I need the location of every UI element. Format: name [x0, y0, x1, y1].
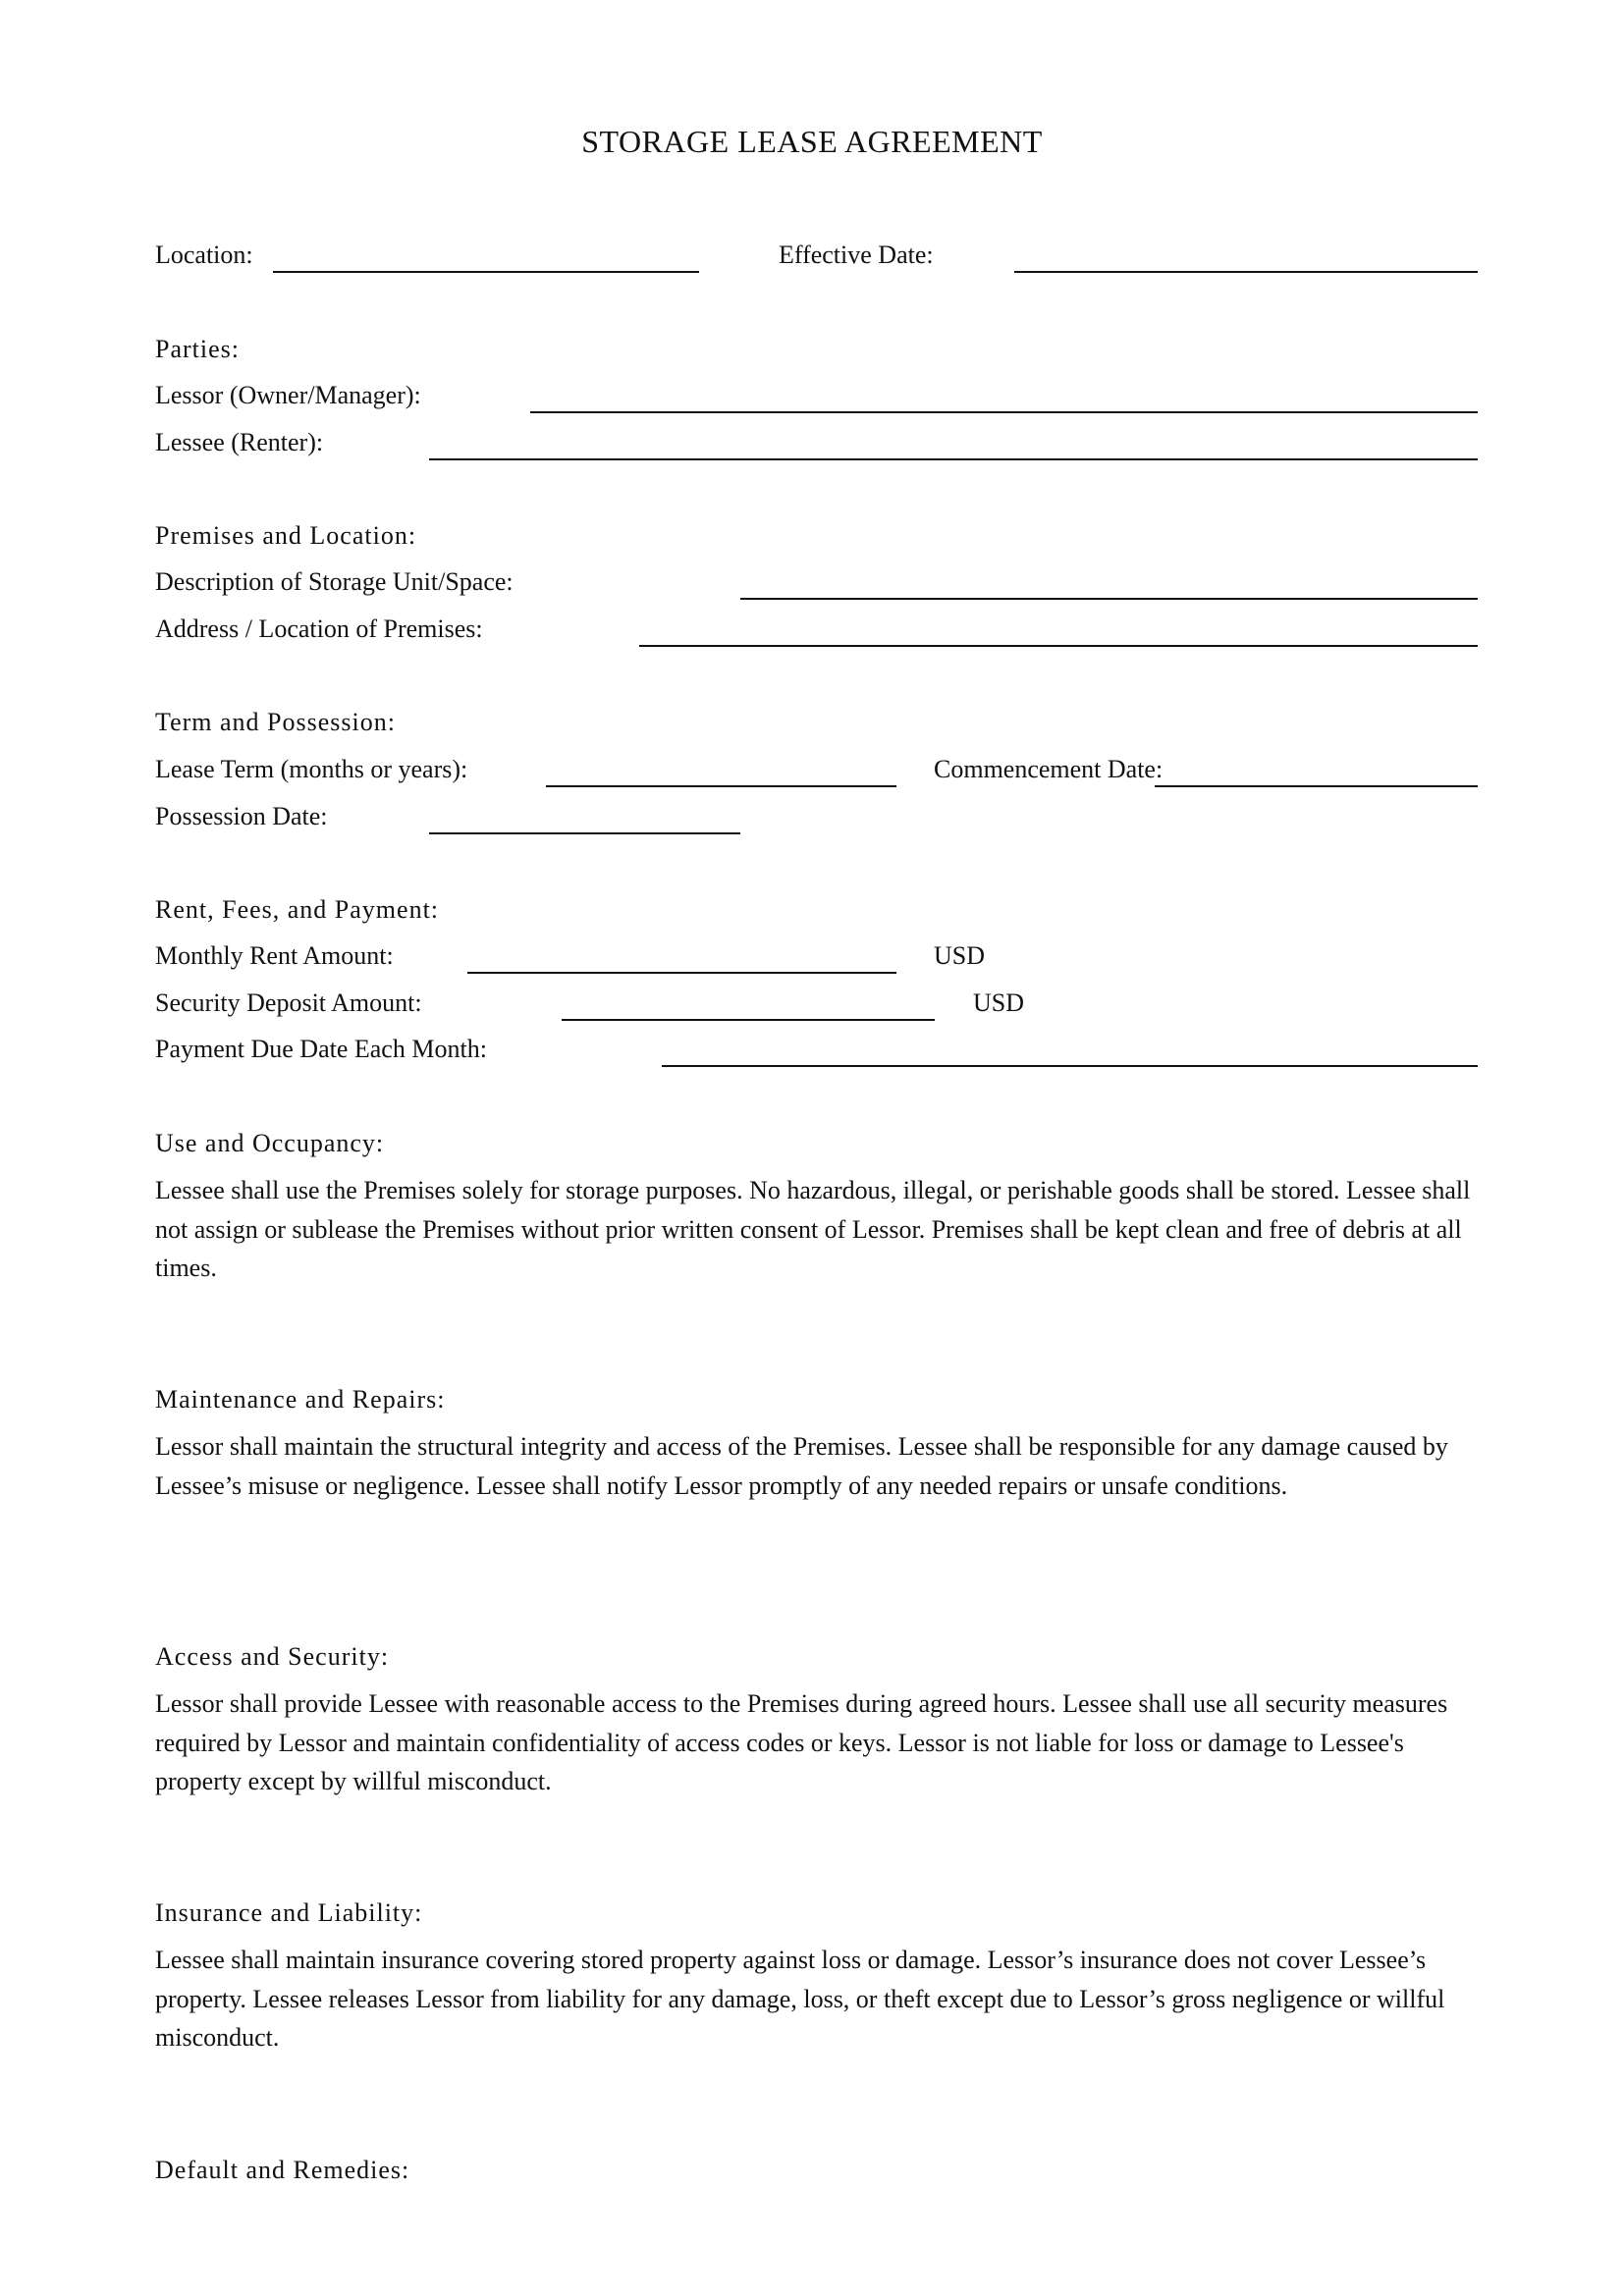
possession-date-label: Possession Date: [155, 802, 328, 830]
location-label: Location: [155, 240, 253, 269]
lessor-field[interactable] [530, 411, 1478, 413]
monthly-rent-currency: USD [934, 941, 986, 970]
access-heading: Access and Security: [155, 1642, 390, 1671]
address-label: Address / Location of Premises: [155, 614, 483, 643]
payment-due-date-field[interactable] [662, 1065, 1478, 1067]
lease-term-label: Lease Term (months or years): [155, 755, 468, 783]
rent-heading: Rent, Fees, and Payment: [155, 895, 440, 924]
possession-date-field[interactable] [429, 832, 740, 834]
lessee-label: Lessee (Renter): [155, 428, 324, 456]
location-field[interactable] [273, 271, 699, 273]
term-heading: Term and Possession: [155, 708, 396, 736]
effective-date-label: Effective Date: [779, 240, 934, 269]
insurance-paragraph: Lessee shall maintain insurance covering stored property against loss or damage. Lessor’s insurance does not cover Lessee’s property. Lessee releases Lessor from liability for any damage, loss, or theft except due to Lessor’s gross negligence or willful misconduct. [155, 1946, 1445, 2052]
lessor-label: Lessor (Owner/Manager): [155, 381, 421, 409]
maintenance-paragraph: Lessor shall maintain the structural integrity and access of the Premises. Lessee shall be responsible for any damage caused by Lessee’s misuse or negligence. Lessee shall notify Lessor promptly of any needed repairs or unsafe conditions. [155, 1432, 1448, 1500]
description-field[interactable] [740, 598, 1478, 600]
use-heading: Use and Occupancy: [155, 1129, 385, 1157]
parties-heading: Parties: [155, 335, 240, 363]
commencement-date-label: Commencement Date: [934, 755, 1164, 783]
description-label: Description of Storage Unit/Space: [155, 567, 514, 596]
insurance-heading: Insurance and Liability: [155, 1898, 423, 1927]
security-deposit-field[interactable] [562, 1019, 935, 1021]
document-title: STORAGE LEASE AGREEMENT [581, 124, 1043, 159]
maintenance-heading: Maintenance and Repairs: [155, 1385, 446, 1414]
monthly-rent-field[interactable] [467, 972, 896, 974]
premises-heading: Premises and Location: [155, 521, 417, 550]
effective-date-field[interactable] [1014, 271, 1478, 273]
address-field[interactable] [639, 645, 1478, 647]
default-heading: Default and Remedies: [155, 2156, 410, 2184]
lease-term-field[interactable] [546, 785, 896, 787]
access-paragraph: Lessor shall provide Lessee with reasonable access to the Premises during agreed hours. Lessee shall use all security measures required by Lessor and maintain confidentiality of access codes or keys. Lessor is not liable for loss or damage to Lessee's property except by willful misconduct. [155, 1689, 1448, 1795]
commencement-date-field[interactable] [1155, 785, 1478, 787]
lessee-field[interactable] [429, 458, 1478, 460]
security-deposit-currency: USD [973, 988, 1025, 1017]
payment-due-date-label: Payment Due Date Each Month: [155, 1035, 487, 1063]
security-deposit-label: Security Deposit Amount: [155, 988, 422, 1017]
monthly-rent-label: Monthly Rent Amount: [155, 941, 394, 970]
use-paragraph: Lessee shall use the Premises solely for storage purposes. No hazardous, illegal, or perishable goods shall be stored. Lessee shall not assign or sublease the Premises without prior written consent of Lessor. Premises shall be kept clean and free of debris at all times. [155, 1176, 1471, 1282]
